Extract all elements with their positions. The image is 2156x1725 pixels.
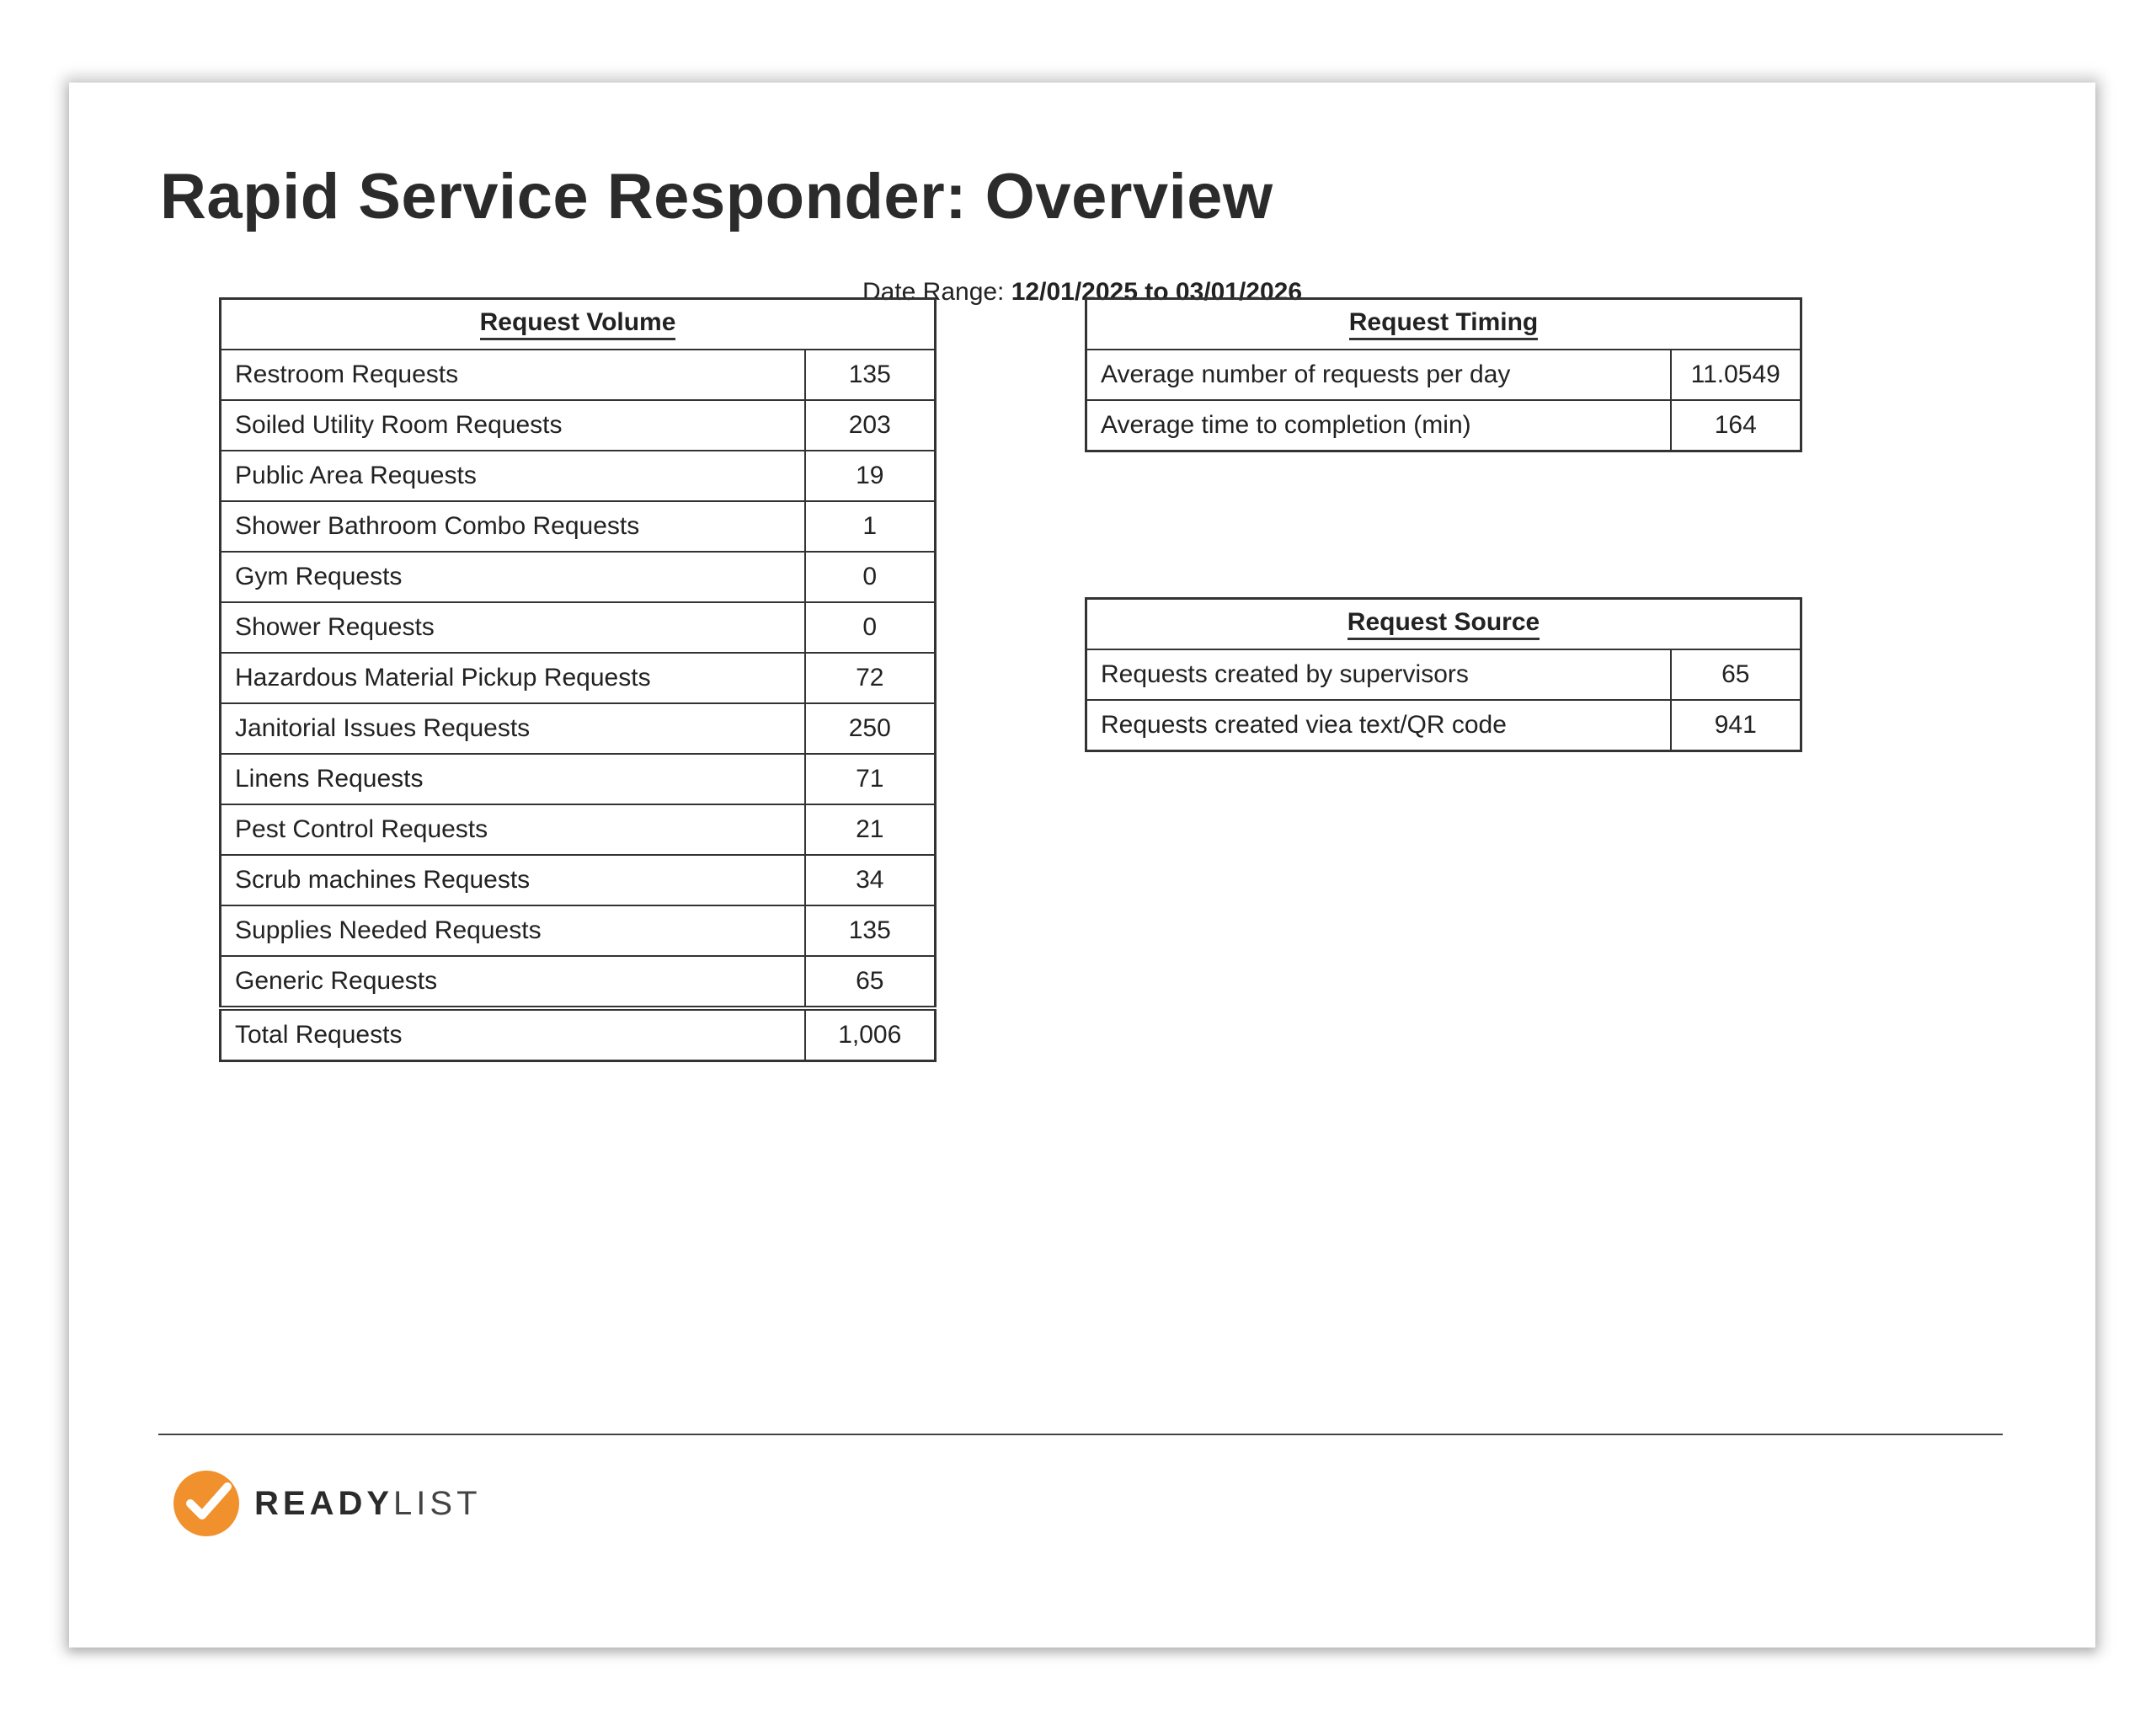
request-source-heading: Request Source xyxy=(1086,599,1801,650)
row-value: 941 xyxy=(1671,700,1801,751)
table-row xyxy=(221,451,936,501)
row-label: Gym Requests xyxy=(221,552,805,602)
total-label: Total Requests xyxy=(221,1008,805,1061)
table-row xyxy=(1086,700,1801,751)
row-label: Restroom Requests xyxy=(221,350,805,400)
report-title: Rapid Service Responder: Overview xyxy=(160,161,1273,232)
row-value: 0 xyxy=(805,552,936,602)
row-label: Shower Bathroom Combo Requests xyxy=(221,501,805,552)
date-range-label: Date Range: xyxy=(862,278,1005,306)
row-value: 21 xyxy=(805,804,936,855)
row-value: 1 xyxy=(805,501,936,552)
row-label: Linens Requests xyxy=(221,754,805,804)
logo-word-ready: READY xyxy=(254,1484,394,1522)
table-row xyxy=(1086,649,1801,700)
request-timing-table xyxy=(1085,297,1802,452)
row-label: Supplies Needed Requests xyxy=(221,905,805,956)
readylist-check-icon xyxy=(172,1469,241,1538)
table-row xyxy=(221,552,936,602)
row-label: Pest Control Requests xyxy=(221,804,805,855)
table-row xyxy=(221,400,936,451)
row-value: 203 xyxy=(805,400,936,451)
row-value: 164 xyxy=(1671,400,1801,451)
request-volume-table xyxy=(219,297,937,1062)
readylist-logo xyxy=(172,1469,482,1538)
row-label: Generic Requests xyxy=(221,956,805,1008)
request-volume-heading: Request Volume xyxy=(221,299,936,350)
table-row xyxy=(221,956,936,1008)
logo-word-list: LIST xyxy=(393,1484,482,1522)
row-label: Average time to completion (min) xyxy=(1086,400,1671,451)
table-row xyxy=(221,602,936,653)
row-value: 135 xyxy=(805,905,936,956)
table-row xyxy=(221,703,936,754)
row-label: Requests created viea text/QR code xyxy=(1086,700,1671,751)
row-value: 135 xyxy=(805,350,936,400)
table-row xyxy=(221,501,936,552)
table-row xyxy=(1086,400,1801,451)
row-value: 65 xyxy=(805,956,936,1008)
total-value: 1,006 xyxy=(805,1008,936,1061)
row-value: 34 xyxy=(805,855,936,905)
table-row xyxy=(1086,350,1801,400)
table-row xyxy=(221,855,936,905)
row-label: Requests created by supervisors xyxy=(1086,649,1671,700)
row-label: Hazardous Material Pickup Requests xyxy=(221,653,805,703)
row-label: Public Area Requests xyxy=(221,451,805,501)
logo-wordmark xyxy=(254,1485,482,1523)
row-value: 71 xyxy=(805,754,936,804)
date-range-value: 12/01/2025 to 03/01/2026 xyxy=(1011,278,1303,306)
request-source-table xyxy=(1085,597,1802,752)
row-label: Scrub machines Requests xyxy=(221,855,805,905)
table-row xyxy=(221,754,936,804)
row-label: Average number of requests per day xyxy=(1086,350,1671,400)
row-value: 0 xyxy=(805,602,936,653)
total-row xyxy=(221,1008,936,1061)
request-timing-heading: Request Timing xyxy=(1086,299,1801,350)
row-value: 72 xyxy=(805,653,936,703)
table-row xyxy=(221,653,936,703)
row-value: 11.0549 xyxy=(1671,350,1801,400)
table-row xyxy=(221,350,936,400)
table-row xyxy=(221,804,936,855)
row-label: Shower Requests xyxy=(221,602,805,653)
row-label: Janitorial Issues Requests xyxy=(221,703,805,754)
row-label: Soiled Utility Room Requests xyxy=(221,400,805,451)
footer-divider xyxy=(158,1434,2003,1435)
row-value: 250 xyxy=(805,703,936,754)
row-value: 65 xyxy=(1671,649,1801,700)
row-value: 19 xyxy=(805,451,936,501)
table-row xyxy=(221,905,936,956)
